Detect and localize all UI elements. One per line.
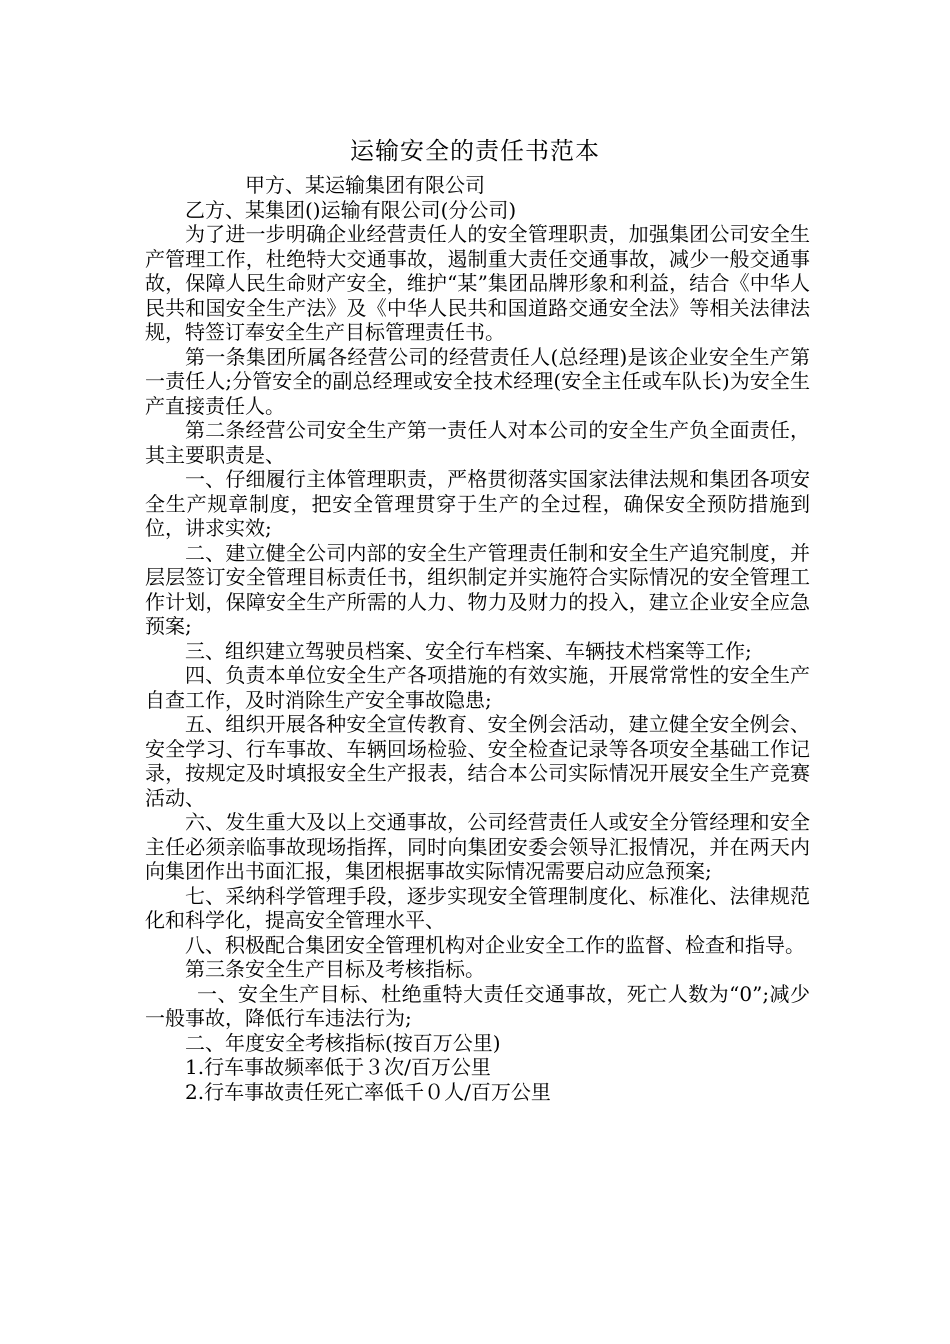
duty-item-7: 七、采纳科学管理手段，逐步实现安全管理制度化、标准化、法律规范化和科学化，提高安全管理水平、 (145, 883, 810, 932)
document-body (145, 173, 810, 1104)
duty-item-8: 八、积极配合集团安全管理机构对企业安全工作的监督、检查和指导。 (185, 932, 805, 957)
duty-item-6: 六、发生重大及以上交通事故，公司经营责任人或安全分管经理和安全主任必须亲临事故现场指挥，同时向集团安委会领导汇报情况，并在两天内向集团作出书面汇报，集团根据事故实际情况需要启动应急预案; (145, 810, 810, 883)
target-item-1: 一、安全生产目标、杜绝重特大责任交通事故，死亡人数为“0”;减少一般事故，降低行车违法行为; (145, 981, 810, 1030)
duty-item-2: 二、建立健全公司内部的安全生产管理责任制和安全生产追究制度，并层层签订安全管理目标责任书，组织制定并实施符合实际情况的安全管理工作计划，保障安全生产所需的人力、物力及财力的投入，建立企业安全应急预案; (145, 540, 810, 638)
party-b-line: 乙方、某集团()运输有限公司(分公司) (185, 197, 517, 222)
duty-item-3: 三、组织建立驾驶员档案、安全行车档案、车辆技术档案等工作; (185, 638, 752, 663)
indicator-item-2: 2.行车事故责任死亡率低千０人/百万公里 (185, 1079, 551, 1104)
document-title: 运输安全的责任书范本 (350, 137, 600, 165)
target-item-2: 二、年度安全考核指标(按百万公里) (185, 1030, 501, 1055)
article-2-paragraph: 第二条经营公司安全生产第一责任人对本公司的安全生产负全面责任，其主要职责是、 (145, 418, 810, 467)
duty-item-4: 四、负责本单位安全生产各项措施的有效实施，开展常常性的安全生产自查工作，及时消除生产安全事故隐患; (145, 663, 810, 712)
duty-item-1: 一、仔细履行主体管理职责，严格贯彻落实国家法律法规和集团各项安全生产规章制度，把安全管理贯穿于生产的全过程，确保安全预防措施到位，讲求实效; (145, 467, 810, 540)
preamble-paragraph: 为了进一步明确企业经营责任人的安全管理职责，加强集团公司安全生产管理工作，杜绝特大交通事故，遏制重大责任交通事故，减少一般交通事故，保障人民生命财产安全，维护“某”集团品牌形象和利益，结合《中华人民共和国安全生产法》及《中华人民共和国道路交通安全法》等相关法律法规，特签订奉安全生产目标管理责任书。 (145, 222, 810, 344)
article-3-paragraph: 第三条安全生产目标及考核指标。 (185, 957, 485, 981)
indicator-item-1: 1.行车事故频率低于３次/百万公里 (185, 1055, 491, 1079)
article-1-paragraph: 第一条集团所属各经营公司的经营责任人(总经理)是该企业安全生产第一责任人;分管安全的副总经理或安全技术经理(安全主任或车队长)为安全生产直接责任人。 (145, 344, 810, 418)
duty-item-5: 五、组织开展各种安全宣传教育、安全例会活动，建立健全安全例会、安全学习、行车事故、车辆回场检验、安全检查记录等各项安全基础工作记录，按规定及时填报安全生产报表，结合本公司实际情况开展安全生产竞赛活动、 (145, 712, 810, 810)
party-a-line: 甲方、某运输集团有限公司 (245, 173, 485, 197)
